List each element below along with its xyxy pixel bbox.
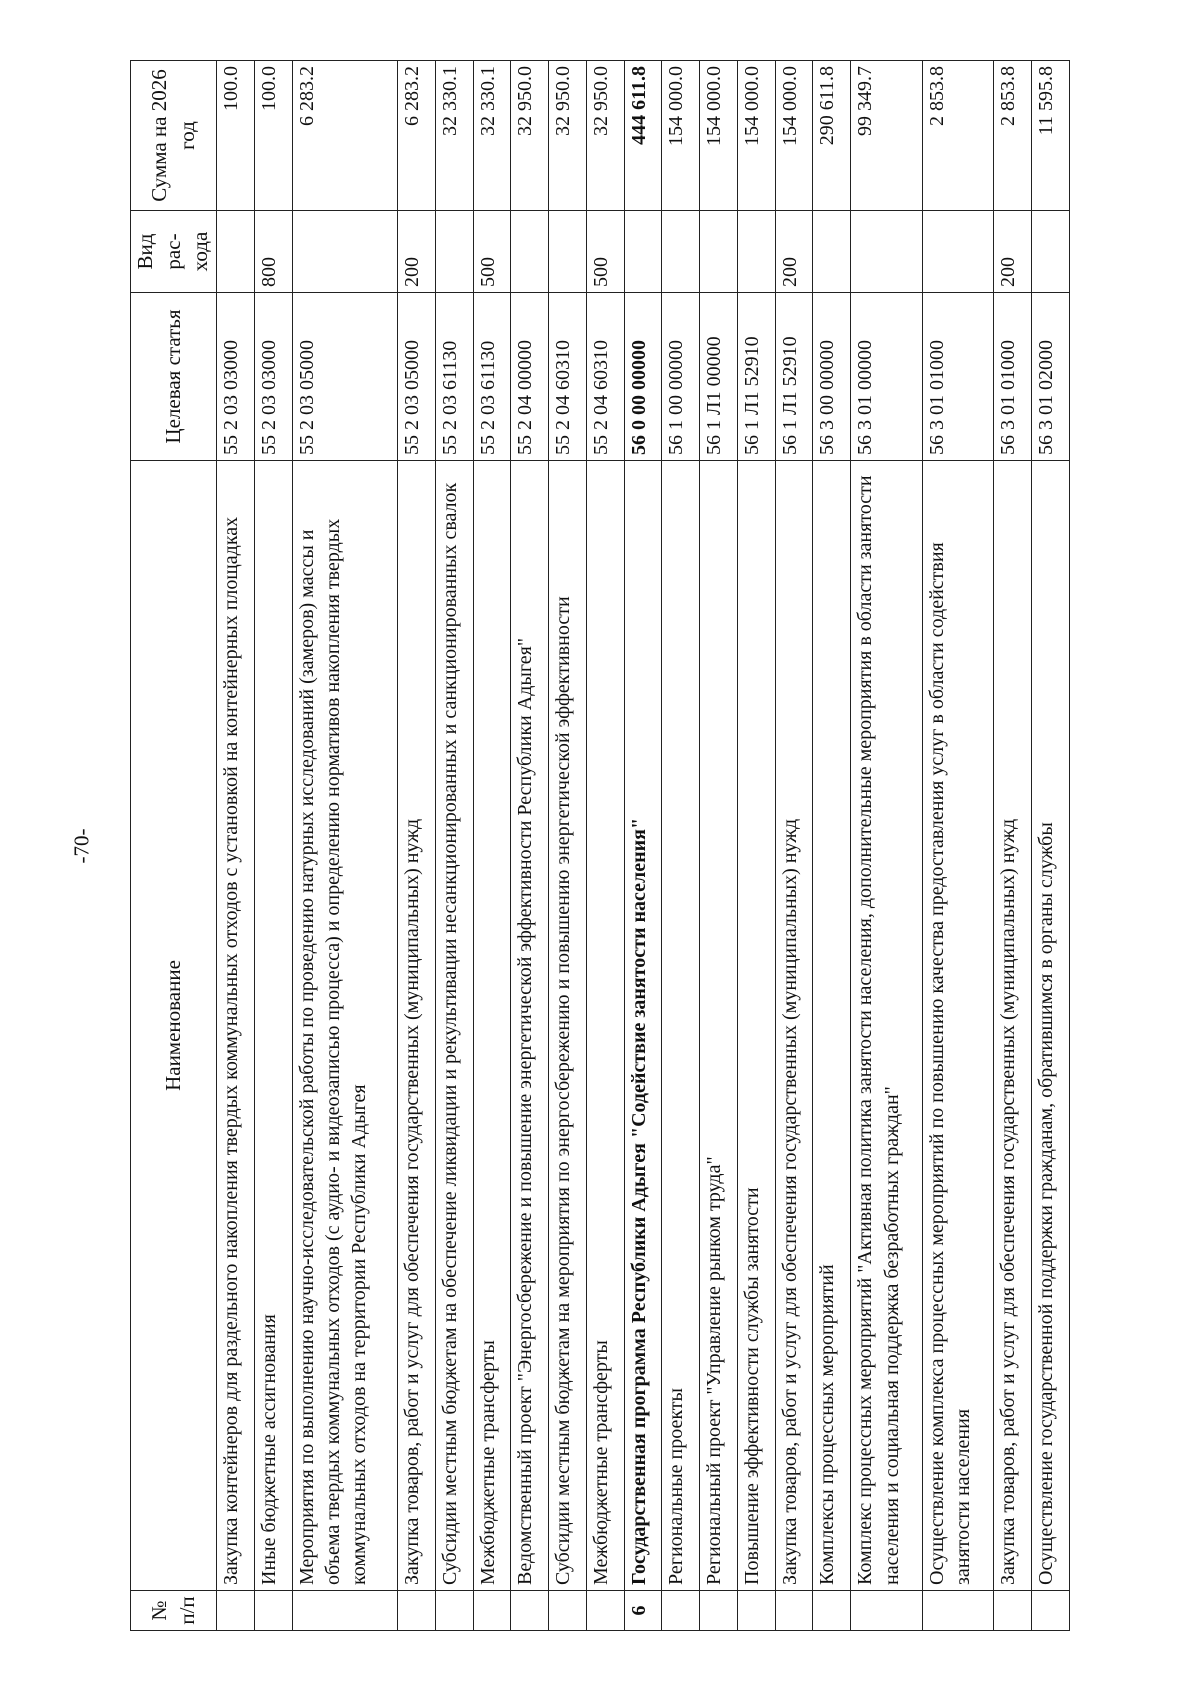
table-row: [1032, 61, 1070, 1631]
cell-code: 56 0 00 00000: [624, 293, 662, 461]
cell-sum: 32 950.0: [549, 61, 587, 211]
cell-name: Осуществление государственной поддержки гражданам, обратившимся в органы службы: [1032, 461, 1070, 1591]
cell-num: [254, 1591, 292, 1631]
table-row: [511, 61, 549, 1631]
cell-num: [292, 1591, 398, 1631]
cell-code: 56 1 Л1 52910: [737, 293, 775, 461]
cell-kind: 200: [775, 211, 813, 293]
cell-sum: 2 853.8: [922, 61, 994, 211]
cell-kind: [662, 211, 700, 293]
cell-code: 56 3 00 00000: [813, 293, 851, 461]
header-num: № п/п: [131, 1591, 217, 1631]
cell-num: [435, 1591, 473, 1631]
cell-code: 56 1 00 00000: [662, 293, 700, 461]
cell-name: Региональный проект "Управление рынком труда": [700, 461, 738, 1591]
cell-sum: 2 853.8: [994, 61, 1032, 211]
cell-kind: 200: [994, 211, 1032, 293]
cell-num: 6: [624, 1591, 662, 1631]
cell-num: [473, 1591, 511, 1631]
cell-kind: [435, 211, 473, 293]
table-header-row: [131, 61, 217, 1631]
cell-name: Комплекс процессных мероприятий "Активная политика занятости населения, дополнительные мероприятия в области занятости населения и социальная поддержка безработных граждан": [851, 461, 923, 1591]
cell-sum: 154 000.0: [775, 61, 813, 211]
cell-code: 56 3 01 00000: [851, 293, 923, 461]
cell-code: 56 1 Л1 52910: [775, 293, 813, 461]
cell-name: Комплексы процессных мероприятий: [813, 461, 851, 1591]
cell-sum: 32 950.0: [586, 61, 624, 211]
cell-name: Закупка товаров, работ и услуг для обеспечения государственных (муниципальных) нужд: [994, 461, 1032, 1591]
cell-name: Ведомственный проект "Энергосбережение и повышение энергетической эффективности Республики Адыгея": [511, 461, 549, 1591]
cell-name: Иные бюджетные ассигнования: [254, 461, 292, 1591]
cell-num: [775, 1591, 813, 1631]
cell-name: Повышение эффективности службы занятости: [737, 461, 775, 1591]
cell-kind: [511, 211, 549, 293]
cell-num: [511, 1591, 549, 1631]
cell-sum: 32 950.0: [511, 61, 549, 211]
table-row: [435, 61, 473, 1631]
cell-name: Осуществление комплекса процессных мероприятий по повышению качества предоставления услуг в области содействия занятости населения: [922, 461, 994, 1591]
cell-num: [700, 1591, 738, 1631]
cell-kind: [549, 211, 587, 293]
cell-code: 55 2 03 61130: [435, 293, 473, 461]
cell-num: [217, 1591, 255, 1631]
cell-sum: 6 283.2: [398, 61, 436, 211]
table-row: [473, 61, 511, 1631]
cell-kind: [700, 211, 738, 293]
header-code: Целевая статья: [131, 293, 217, 461]
cell-code: 55 2 03 61130: [473, 293, 511, 461]
budget-table: [130, 60, 1070, 1631]
cell-num: [549, 1591, 587, 1631]
cell-num: [813, 1591, 851, 1631]
cell-code: 56 3 01 01000: [922, 293, 994, 461]
cell-code: 55 2 03 03000: [254, 293, 292, 461]
table-body: [217, 61, 1070, 1631]
cell-kind: 200: [398, 211, 436, 293]
cell-sum: 154 000.0: [662, 61, 700, 211]
table-row: [398, 61, 436, 1631]
cell-sum: 99 349.7: [851, 61, 923, 211]
cell-name: Субсидии местным бюджетам на обеспечение ликвидации и рекультивации несанкционированных и санкционированных свалок: [435, 461, 473, 1591]
table-row: [549, 61, 587, 1631]
cell-num: [1032, 1591, 1070, 1631]
table-row: [775, 61, 813, 1631]
cell-kind: 500: [473, 211, 511, 293]
table-row: [922, 61, 994, 1631]
table-row: [813, 61, 851, 1631]
cell-kind: [851, 211, 923, 293]
cell-num: [922, 1591, 994, 1631]
cell-code: 55 2 04 60310: [586, 293, 624, 461]
page-number: -70-: [69, 828, 94, 864]
cell-sum: 290 611.8: [813, 61, 851, 211]
cell-sum: 444 611.8: [624, 61, 662, 211]
table-row: [994, 61, 1032, 1631]
cell-code: 56 3 01 01000: [994, 293, 1032, 461]
cell-name: Межбюджетные трансферты: [586, 461, 624, 1591]
cell-sum: 32 330.1: [473, 61, 511, 211]
cell-sum: 32 330.1: [435, 61, 473, 211]
table-row: [586, 61, 624, 1631]
cell-code: 55 2 04 60310: [549, 293, 587, 461]
cell-kind: [624, 211, 662, 293]
cell-sum: 100.0: [217, 61, 255, 211]
cell-kind: [922, 211, 994, 293]
cell-kind: [1032, 211, 1070, 293]
cell-num: [662, 1591, 700, 1631]
cell-sum: 6 283.2: [292, 61, 398, 211]
cell-kind: [217, 211, 255, 293]
cell-code: 55 2 04 00000: [511, 293, 549, 461]
cell-num: [586, 1591, 624, 1631]
cell-sum: 100.0: [254, 61, 292, 211]
table-row: [662, 61, 700, 1631]
table-row: [292, 61, 398, 1631]
table-row: [851, 61, 923, 1631]
cell-sum: 154 000.0: [700, 61, 738, 211]
cell-name: Закупка контейнеров для раздельного накопления твердых коммунальных отходов с установкой на контейнерных площадках: [217, 461, 255, 1591]
cell-name: Субсидии местным бюджетам на мероприятия по энергосбережению и повышению энергетической эффективности: [549, 461, 587, 1591]
cell-num: [851, 1591, 923, 1631]
cell-num: [737, 1591, 775, 1631]
cell-code: 55 2 03 05000: [292, 293, 398, 461]
cell-name: Межбюджетные трансферты: [473, 461, 511, 1591]
table-row: [737, 61, 775, 1631]
cell-code: 56 1 Л1 00000: [700, 293, 738, 461]
cell-kind: [813, 211, 851, 293]
cell-kind: 500: [586, 211, 624, 293]
cell-num: [994, 1591, 1032, 1631]
cell-name: Государственная программа Республики Адыгея "Содействие занятости населения": [624, 461, 662, 1591]
cell-name: Региональные проекты: [662, 461, 700, 1591]
rotated-page-content: [130, 61, 1070, 1631]
cell-code: 55 2 03 05000: [398, 293, 436, 461]
header-kind: Вид рас-хода: [131, 211, 217, 293]
table-row: [700, 61, 738, 1631]
table-row: [217, 61, 255, 1631]
cell-code: 55 2 03 03000: [217, 293, 255, 461]
cell-name: Мероприятия по выполнению научно-исследовательской работы по проведению натурных исследований (замеров) массы и объема твердых коммунальных отходов (с аудио- и видеозаписью процесса) и определению нормативов накопления твердых коммунальных отходов на территории Республики Адыгея: [292, 461, 398, 1591]
cell-num: [398, 1591, 436, 1631]
cell-name: Закупка товаров, работ и услуг для обеспечения государственных (муниципальных) нужд: [398, 461, 436, 1591]
table-row: [624, 61, 662, 1631]
table-row: [254, 61, 292, 1631]
cell-sum: 154 000.0: [737, 61, 775, 211]
cell-kind: 800: [254, 211, 292, 293]
cell-kind: [292, 211, 398, 293]
cell-code: 56 3 01 02000: [1032, 293, 1070, 461]
cell-sum: 11 595.8: [1032, 61, 1070, 211]
header-name: Наименование: [131, 461, 217, 1591]
header-sum: Сумма на 2026 год: [131, 61, 217, 211]
cell-kind: [737, 211, 775, 293]
cell-name: Закупка товаров, работ и услуг для обеспечения государственных (муниципальных) нужд: [775, 461, 813, 1591]
